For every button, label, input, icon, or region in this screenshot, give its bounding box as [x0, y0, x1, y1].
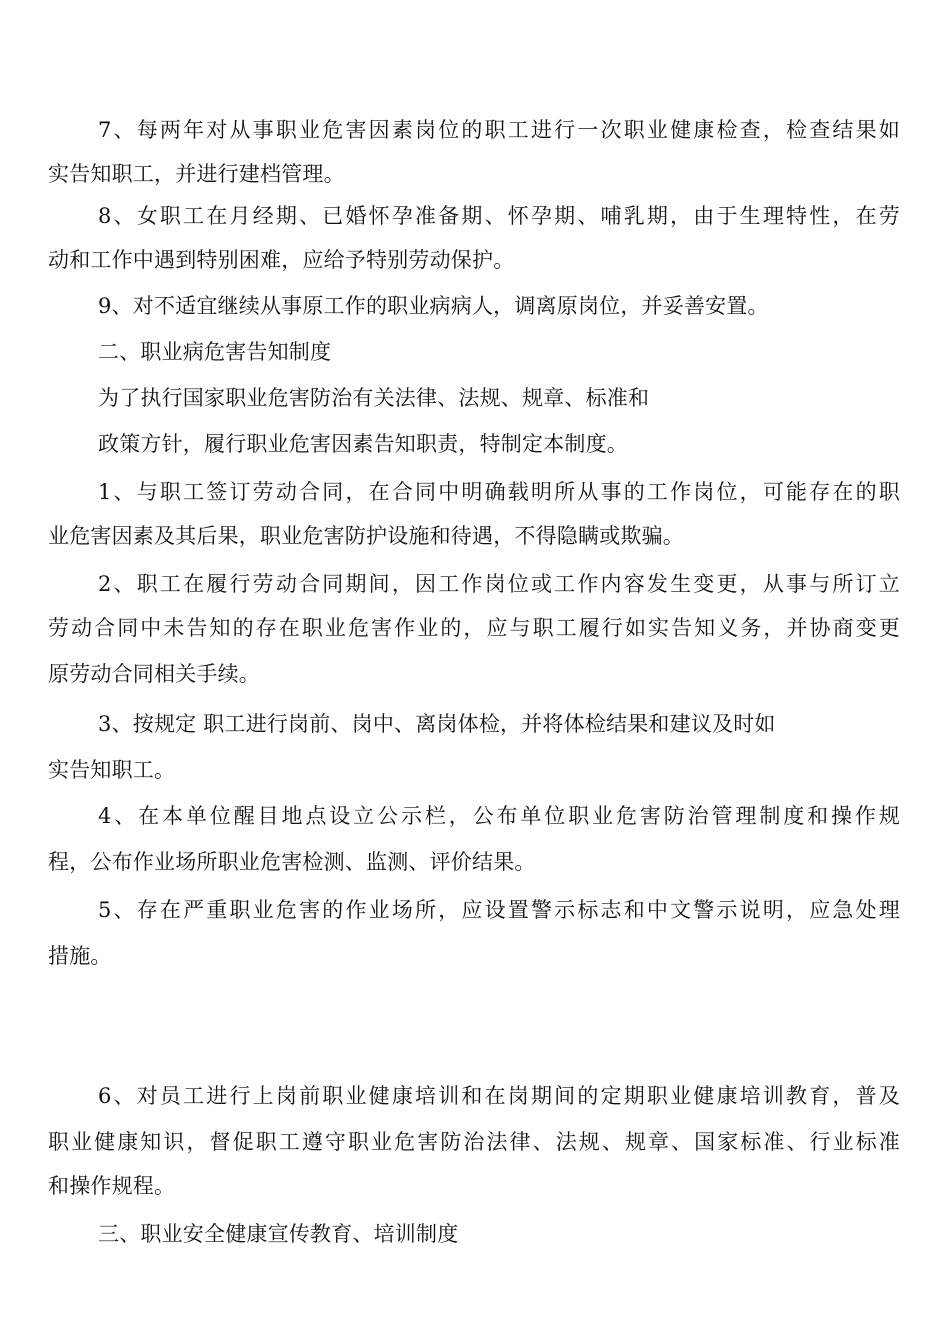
paragraph-line: 9、对不适宜继续从事原工作的职业病病人，调离原岗位，并妥善安置。: [98, 294, 769, 318]
paragraph-line: 1、与职工签订劳动合同，在合同中明确载明所从事的工作岗位，可能存在的职: [98, 480, 900, 504]
paragraph-line: 7、每两年对从事职业危害因素岗位的职工进行一次职业健康检查，检查结果如: [98, 118, 900, 142]
paragraph-line: 为了执行国家职业危害防治有关法律、法规、规章、标准和: [98, 386, 650, 410]
section-heading: 三、职业安全健康宣传教育、培训制度: [98, 1222, 459, 1246]
paragraph-line: 政策方针，履行职业危害因素告知职责，特制定本制度。: [98, 432, 628, 456]
paragraph-line: 动和工作中遇到特别困难，应给予特别劳动保护。: [48, 248, 515, 272]
paragraph-line: 3、按规定 职工进行岗前、岗中、离岗体检，并将体检结果和建议及时如: [98, 712, 776, 736]
paragraph-line: 4、在本单位醒目地点设立公示栏，公布单位职业危害防治管理制度和操作规: [98, 804, 900, 828]
paragraph-line: 6、对员工进行上岗前职业健康培训和在岗期间的定期职业健康培训教育，普及: [98, 1084, 900, 1108]
paragraph-line: 职业健康知识，督促职工遵守职业危害防治法律、法规、规章、国家标准、行业标准: [48, 1130, 900, 1154]
paragraph-line: 实告知职工，并进行建档管理。: [48, 162, 345, 186]
paragraph-line: 程，公布作业场所职业危害检测、监测、评价结果。: [48, 850, 536, 874]
section-heading: 二、职业病危害告知制度: [98, 340, 332, 364]
paragraph-line: 措施。: [48, 944, 112, 968]
paragraph-line: 原劳动合同相关手续。: [48, 662, 260, 686]
paragraph-line: 劳动合同中未告知的存在职业危害作业的，应与职工履行如实告知义务，并协商变更: [48, 616, 900, 640]
paragraph-line: 5、存在严重职业危害的作业场所，应设置警示标志和中文警示说明，应急处理: [98, 898, 900, 922]
paragraph-line: 2、职工在履行劳动合同期间，因工作岗位或工作内容发生变更，从事与所订立: [98, 572, 900, 596]
paragraph-line: 和操作规程。: [48, 1174, 176, 1198]
paragraph-line: 业危害因素及其后果，职业危害防护设施和待遇，不得隐瞒或欺骗。: [48, 524, 684, 548]
paragraph-line: 实告知职工。: [48, 758, 176, 782]
paragraph-line: 8、女职工在月经期、已婚怀孕准备期、怀孕期、哺乳期，由于生理特性，在劳: [98, 204, 900, 228]
